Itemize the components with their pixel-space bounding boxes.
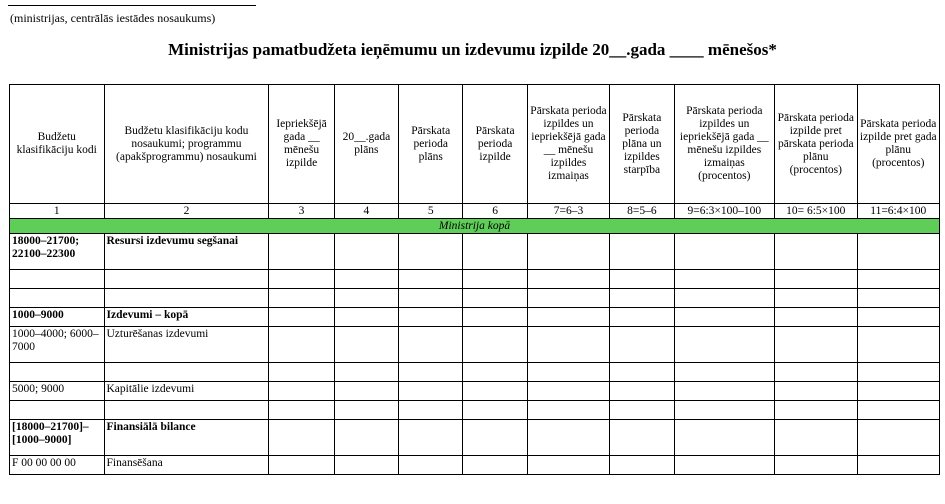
column-number: 4 <box>334 204 398 219</box>
row-code: F 00 00 00 00 <box>10 456 105 475</box>
header-row <box>10 85 940 204</box>
row-code: 5000; 9000 <box>10 382 105 401</box>
column-header: Pārskata perioda izpilde pret pārskata perioda plānu (procentos) <box>775 85 857 204</box>
column-header: Pārskata perioda plāns <box>399 85 463 204</box>
table-row <box>10 382 940 401</box>
row-code: [18000–21700]– [1000–9000] <box>10 420 105 456</box>
column-number: 8=5–6 <box>610 204 674 219</box>
table-row <box>10 234 940 270</box>
column-header: Budžetu klasifikāciju kodu nosaukumi; programmu (apakšprogrammu) nosaukumi <box>104 85 269 204</box>
row-code: 1000–9000 <box>10 308 105 327</box>
column-header: Pārskata perioda izpildes un iepriekšējā gada __ mēnešu izpildes izmaiņas (procentos) <box>674 85 775 204</box>
table-row <box>10 327 940 363</box>
column-number: 6 <box>463 204 527 219</box>
row-name: Kapitālie izdevumi <box>104 382 269 401</box>
section-row <box>10 219 940 234</box>
column-header: Pārskata perioda izpilde pret gada plānu (procentos) <box>857 85 940 204</box>
row-name: Finansiālā bilance <box>104 420 269 456</box>
row-code: 18000–21700; 22100–22300 <box>10 234 105 270</box>
table-row <box>10 289 940 308</box>
row-code: 1000–4000; 6000–7000 <box>10 327 105 363</box>
row-name: Finansēšana <box>104 456 269 475</box>
column-number: 7=6–3 <box>527 204 609 219</box>
column-header: Iepriekšējā gada __ mēnešu izpilde <box>269 85 334 204</box>
ministry-caption: (ministrijas, centrālās iestādes nosaukums) <box>10 11 216 25</box>
page-title: Ministrijas pamatbudžeta ieņēmumu un izdevumu izpilde 20__.gada ____ mēnešos* <box>168 40 777 59</box>
table-row <box>10 401 940 420</box>
row-name: Resursi izdevumu segšanai <box>104 234 269 270</box>
table-row <box>10 363 940 382</box>
column-number: 3 <box>269 204 334 219</box>
table-row <box>10 420 940 456</box>
column-header: Pārskata perioda izpilde <box>463 85 527 204</box>
row-name: Izdevumi – kopā <box>104 308 269 327</box>
column-header: Pārskata perioda plāna un izpildes starpība <box>610 85 674 204</box>
table-row <box>10 456 940 475</box>
table-row <box>10 270 940 289</box>
column-number: 1 <box>10 204 105 219</box>
column-number: 9=6:3×100–100 <box>674 204 775 219</box>
column-header: Pārskata perioda izpildes un iepriekšējā gada __ mēnešu izpildes izmaiņas <box>527 85 609 204</box>
budget-table <box>9 84 940 475</box>
column-header: 20__.gada plāns <box>334 85 398 204</box>
column-number: 5 <box>399 204 463 219</box>
row-name: Uzturēšanas izdevumi <box>104 327 269 363</box>
column-number: 11=6:4×100 <box>857 204 940 219</box>
column-number: 10= 6:5×100 <box>775 204 857 219</box>
signature-line <box>8 5 256 6</box>
column-header: Budžetu klasifikāciju kodi <box>10 85 105 204</box>
table-row <box>10 308 940 327</box>
section-label: Ministrija kopā <box>10 219 940 234</box>
column-number: 2 <box>104 204 269 219</box>
column-number-row <box>10 204 940 219</box>
